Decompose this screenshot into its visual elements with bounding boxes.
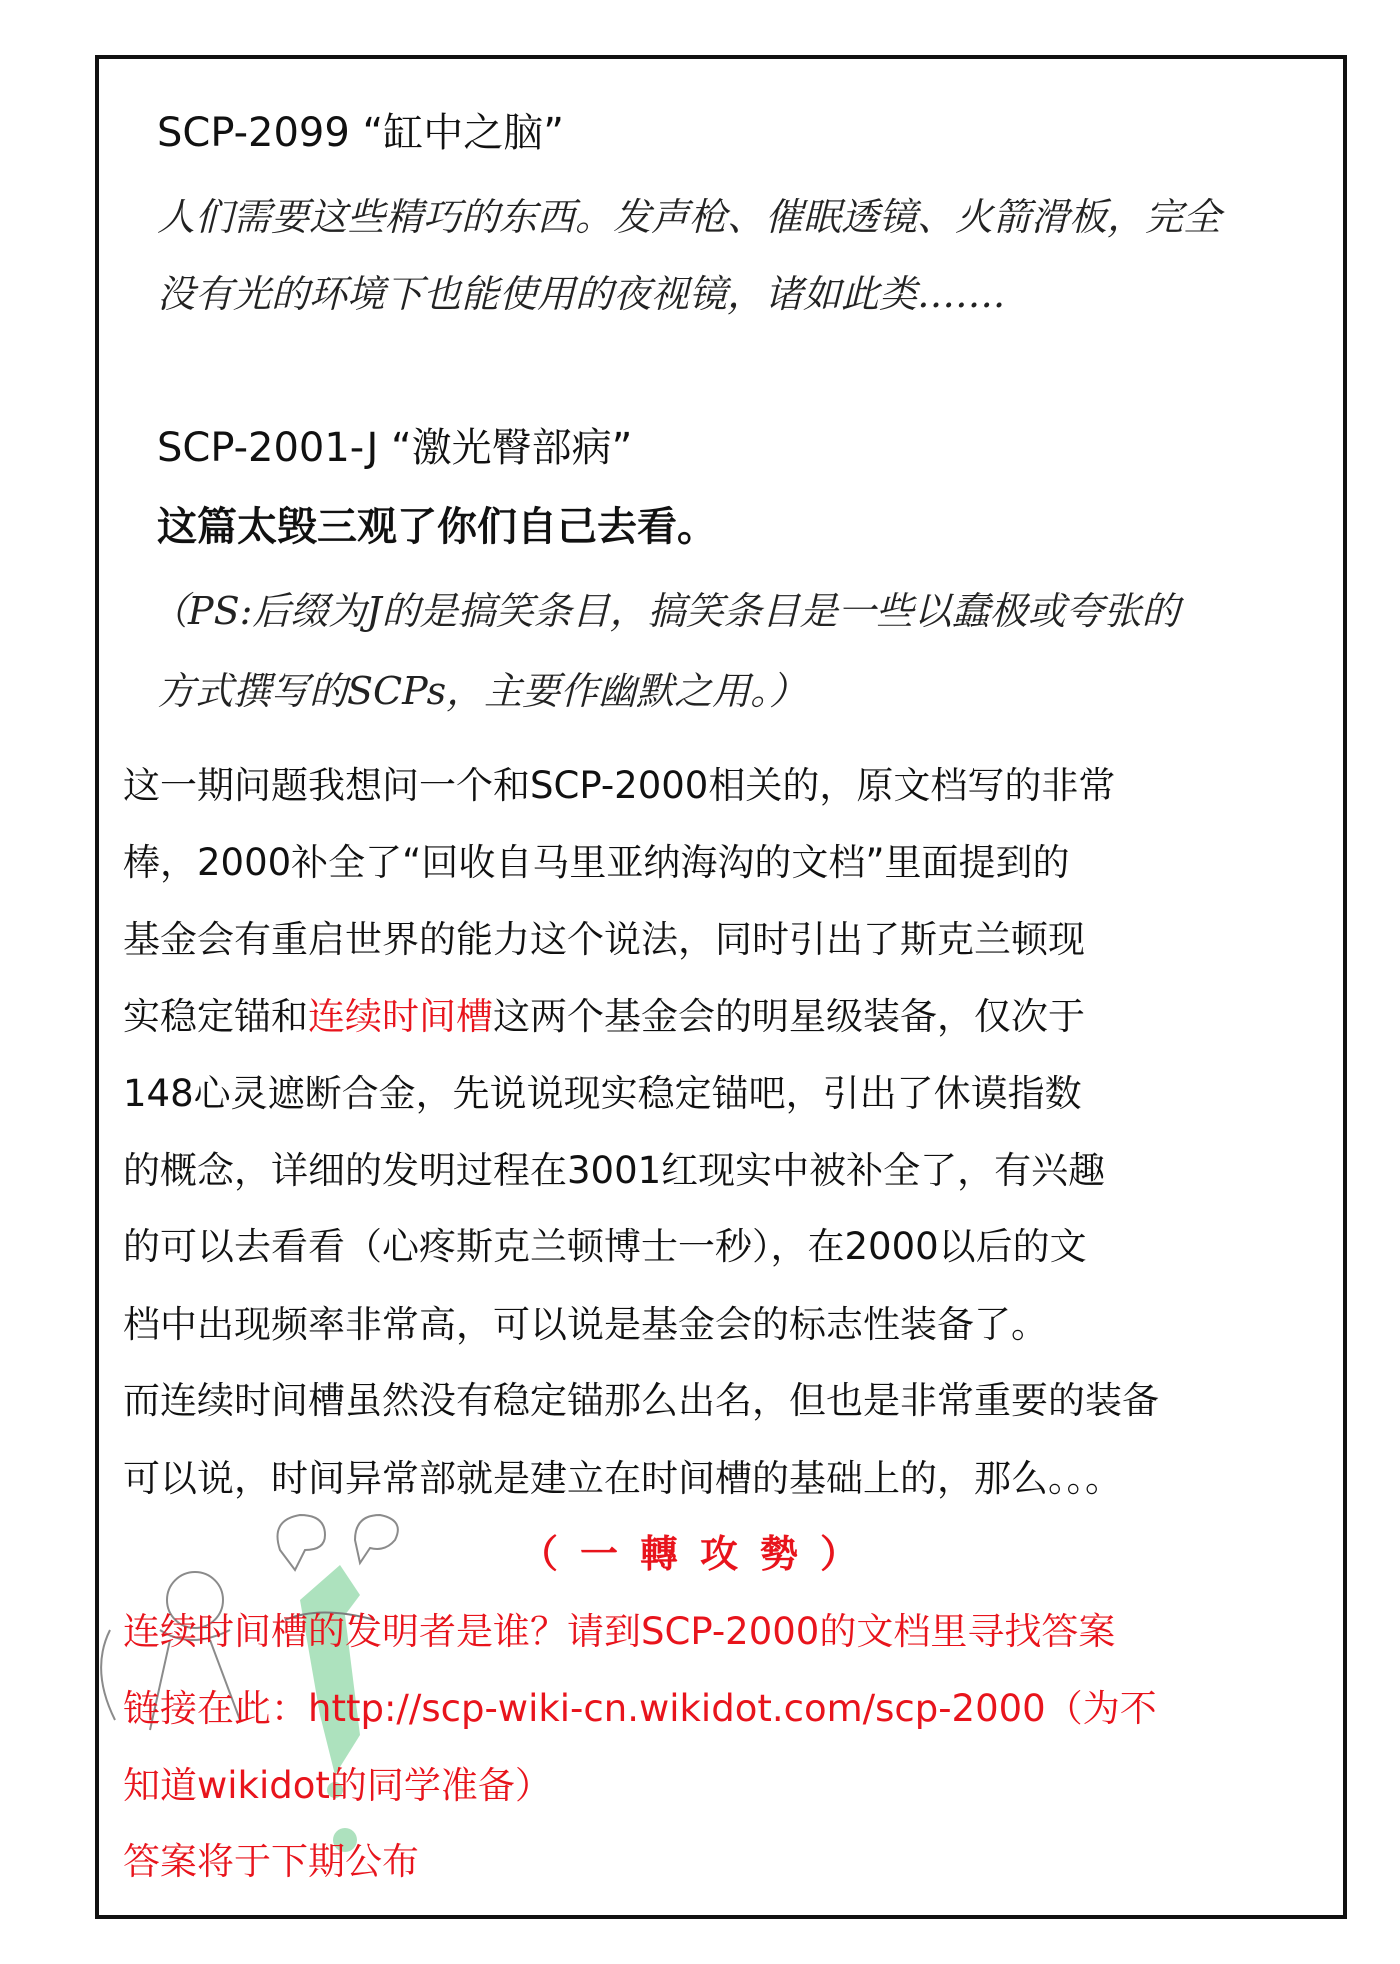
entry-text: 方式撰写的SCPs，主要作幽默之用。） bbox=[157, 669, 808, 713]
paragraph-line: 这一期问题我想问一个和SCP-2000相关的，原文档写的非常 bbox=[123, 764, 1116, 807]
entry-text: 人们需要这些精巧的东西。发声枪、催眠透镜、火箭滑板，完全 bbox=[157, 195, 1222, 239]
text: 这两个基金会的明星级装备，仅次于 bbox=[493, 995, 1085, 1038]
paragraph-line: 148心灵遮断合金，先说说现实稳定锚吧，引出了休谟指数 bbox=[123, 1072, 1082, 1115]
paragraph-line: 的可以去看看（心疼斯克兰顿博士一秒），在2000以后的文 bbox=[123, 1225, 1087, 1268]
question-line: 知道wikidot的同学准备） bbox=[123, 1764, 552, 1807]
answer-notice: 答案将于下期公布 bbox=[123, 1840, 419, 1883]
entry-text: （PS:后缀为J的是搞笑条目，搞笑条目是一些以蠢极或夸张的 bbox=[150, 589, 1180, 633]
paragraph-line: 基金会有重启世界的能力这个说法，同时引出了斯克兰顿现 bbox=[123, 918, 1085, 961]
entry-text: 没有光的环境下也能使用的夜视镜，诸如此类……. bbox=[157, 272, 1006, 316]
paragraph-line: 可以说，时间异常部就是建立在时间槽的基础上的，那么。。。 bbox=[123, 1457, 1122, 1500]
paragraph-line: 而连续时间槽虽然没有稳定锚那么出名，但也是非常重要的装备 bbox=[123, 1379, 1159, 1422]
question-line: 连续时间槽的发明者是谁？请到SCP-2000的文档里寻找答案 bbox=[123, 1610, 1116, 1653]
entry-title: SCP-2001-J “激光臀部病” bbox=[157, 425, 633, 471]
cartoon-doodle-illustration bbox=[100, 1470, 460, 1870]
paragraph-line bbox=[123, 995, 1085, 1038]
entry-title: SCP-2099 “缸中之脑” bbox=[157, 110, 564, 156]
question-link-line[interactable]: 链接在此：http://scp-wiki-cn.wikidot.com/scp-2000（为不 bbox=[123, 1687, 1157, 1730]
highlight-text: 连续时间槽 bbox=[308, 995, 493, 1038]
paragraph-line: 档中出现频率非常高，可以说是基金会的标志性装备了。 bbox=[123, 1303, 1048, 1346]
twist-heading: （一轉攻勢） bbox=[519, 1532, 880, 1576]
paragraph-line: 棒，2000补全了“回收自马里亚纳海沟的文档”里面提到的 bbox=[123, 841, 1070, 884]
text: 实稳定锚和 bbox=[123, 995, 308, 1038]
paragraph-line: 的概念，详细的发明过程在3001红现实中被补全了，有兴趣 bbox=[123, 1149, 1106, 1192]
entry-bold-note: 这篇太毁三观了你们自己去看。 bbox=[157, 504, 717, 550]
